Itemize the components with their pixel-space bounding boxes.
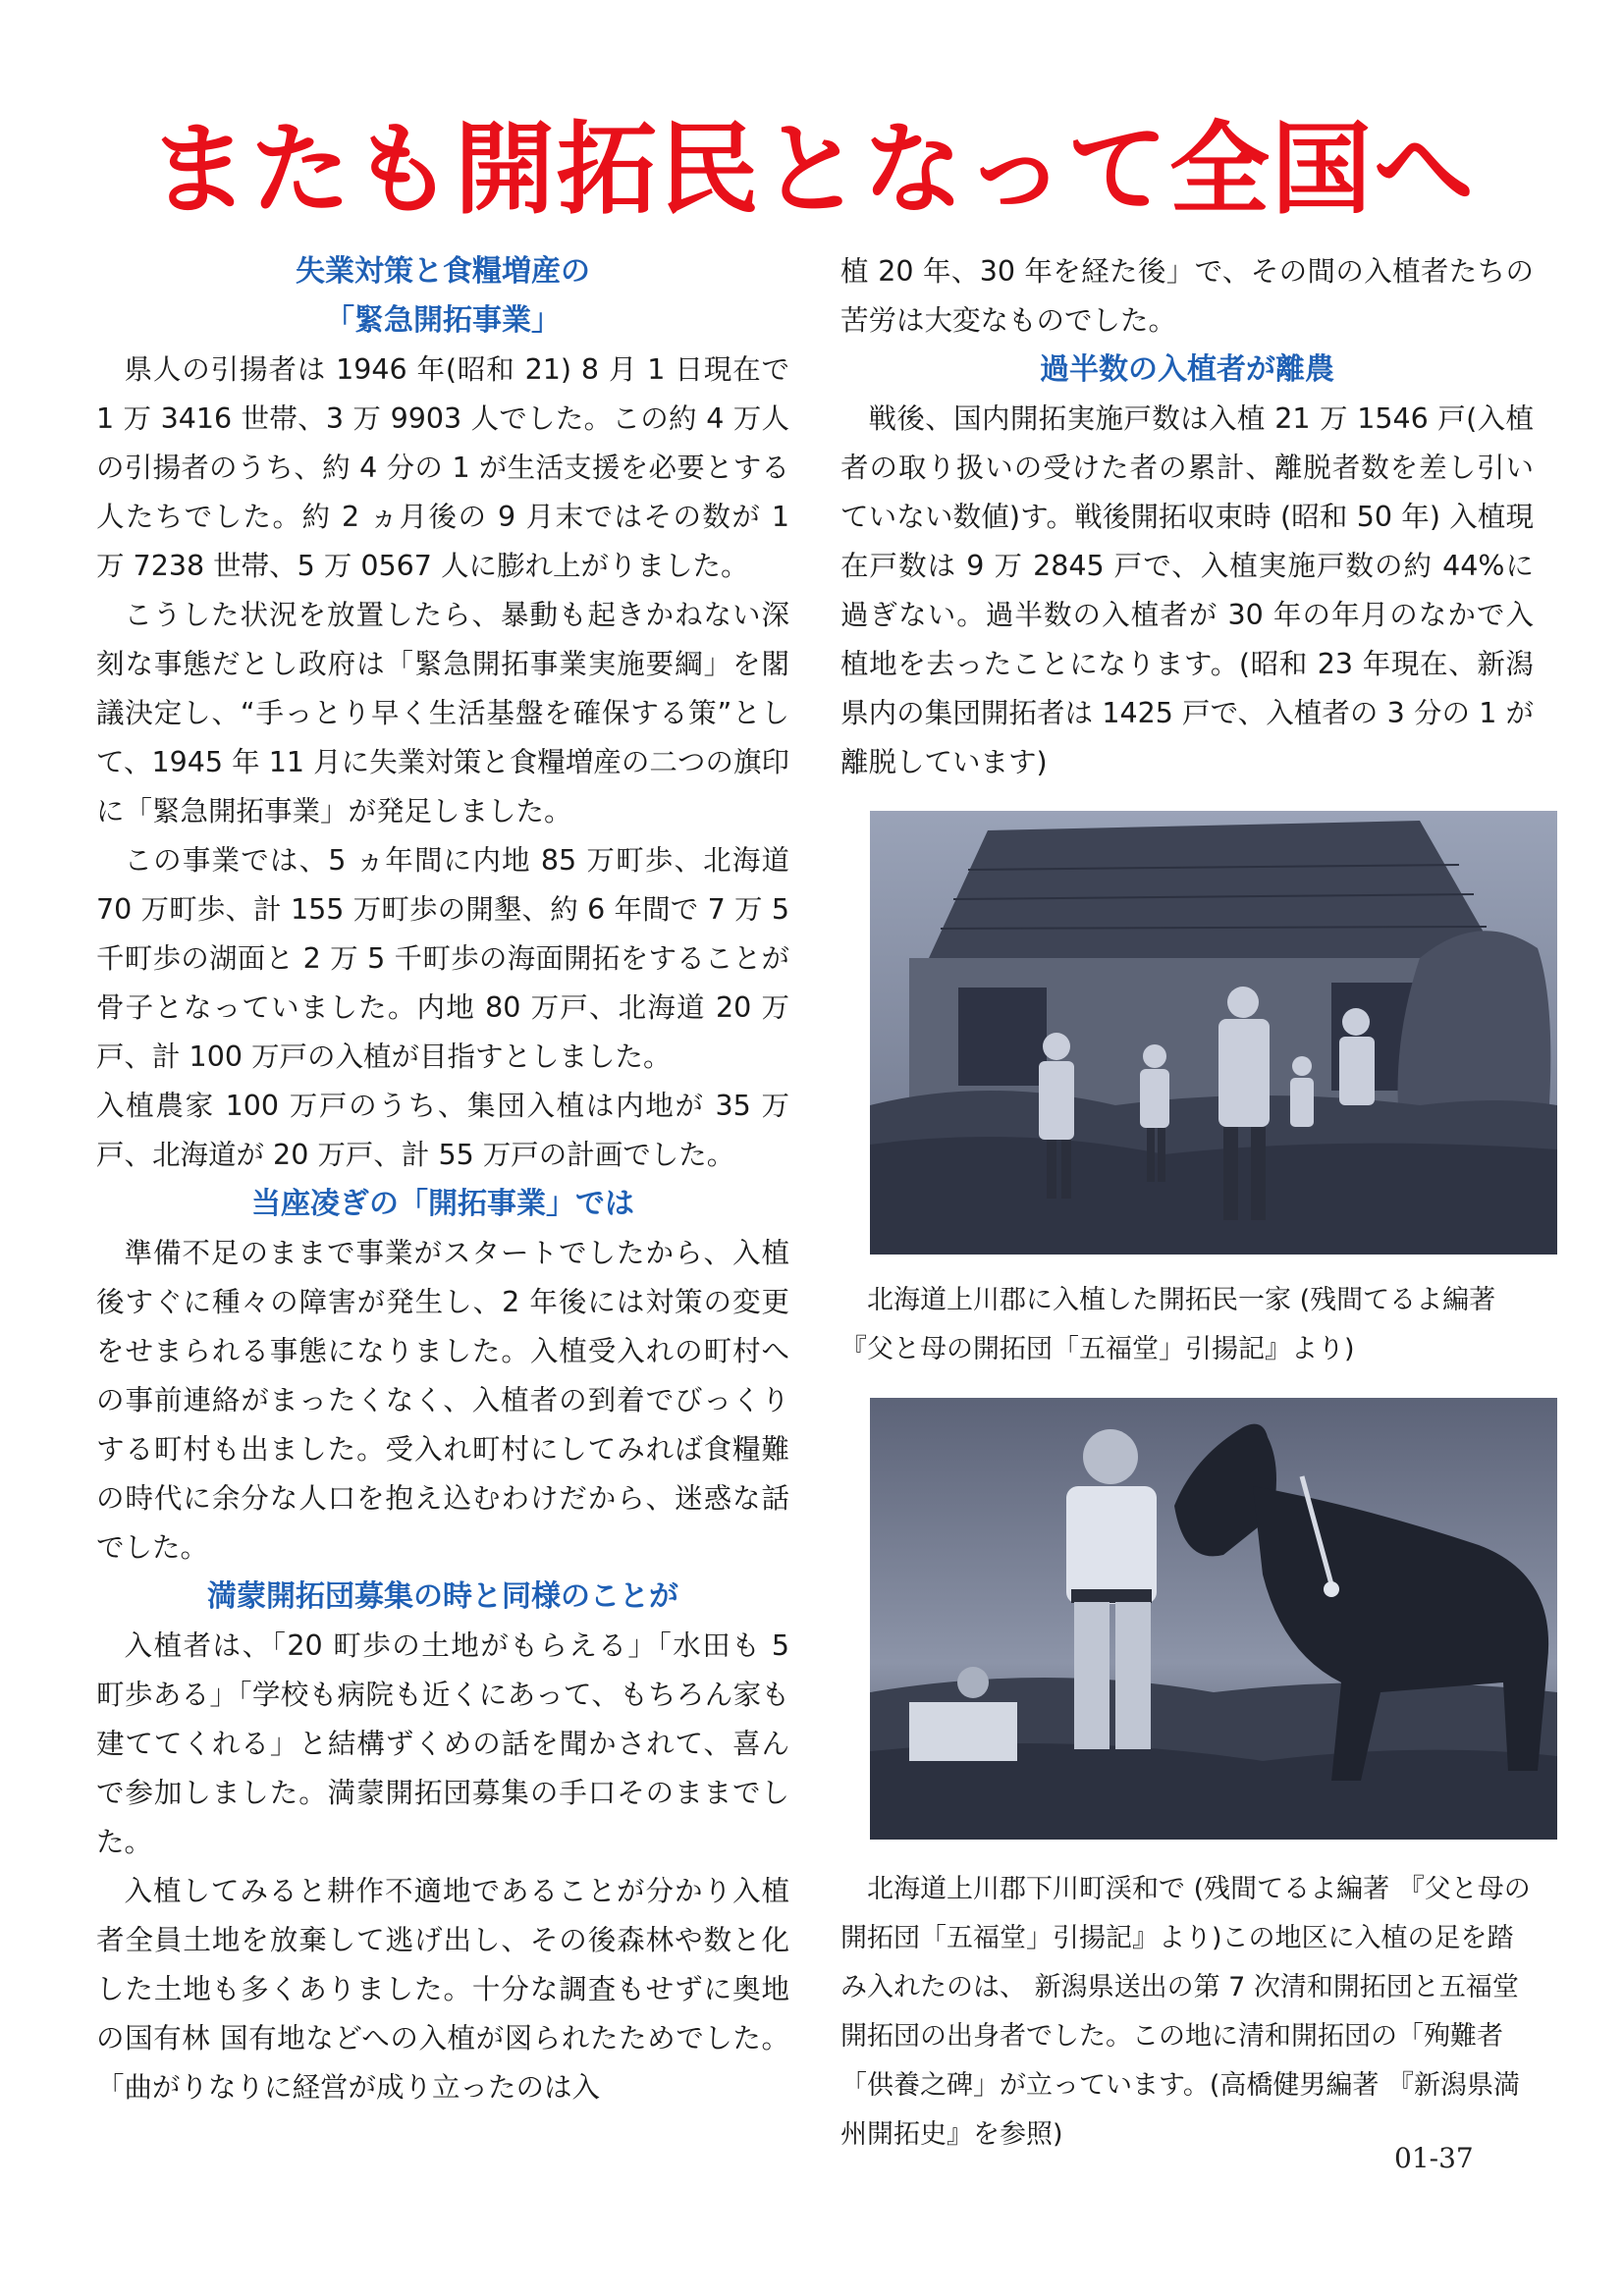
photo-man-with-horse-image <box>870 1398 1557 1840</box>
paragraph-continuation: 植 20 年、30 年を経た後」で、その間の入植者たちの苦労は大変なものでした。 <box>840 255 1534 337</box>
paragraph-repatriates: 県人の引揚者は 1946 年(昭和 21) 8 月 1 日現在で 1 万 3416 世帯、3 万 9903 人でした。この約 4 万人の引揚者のうち、約 4 分の 1 が生活支援を必要とする人たちでした。約 2 ヵ月後の 9 月末ではその数が 1 万 7238 世帯、5 万 0567 人に膨れ上がりました。 <box>96 353 789 582</box>
page-title: またも開拓民となって全国へ <box>148 112 1476 229</box>
page-number: 01-37 <box>1394 2142 1474 2174</box>
photo-settler-family-image <box>870 811 1557 1255</box>
photo-man-with-horse <box>870 1398 1557 1840</box>
left-column <box>96 247 789 2112</box>
paragraph-settlement-statistics: 戦後、国内開拓実施戸数は入植 21 万 1546 戸(入植者の取り扱いの受けた者の累計、離脱者数を差し引いていない数値)す。戦後開拓収束時 (昭和 50 年) 入植現在戸数は 9 万 2845 戸で、入植実施戸数の約 44%に過ぎない。過半数の入植者が 30 年の年月のなかで入植地を去ったことになります。(昭和 23 年現在、新潟県内の集団開拓者は 1425 戸で、入植者の 3 分の 1 が離脱しています) <box>840 402 1534 778</box>
paragraph-unprepared-start: 準備不足のままで事業がスタートでしたから、入植後すぐに種々の障害が発生し、2 年後には対策の変更をせまられる事態になりました。入植受入れの町村への事前連絡がまったくなく、入植者の到着でびっくりする町村も出ました。受入れ町村にしてみれば食糧難の時代に余分な人口を抱え込むわけだから、迷惑な話でした。 <box>96 1237 789 1564</box>
section-heading-emergency-reclamation-line2: 「緊急開拓事業」 <box>325 303 561 338</box>
right-column <box>840 247 1534 787</box>
photo-settler-family <box>870 811 1557 1255</box>
section-heading-stopgap: 当座凌ぎの「開拓事業」では <box>251 1187 634 1221</box>
paragraph-unsuitable-land: 入植してみると耕作不適地であることが分かり入植者全員土地を放棄して逃げ出し、その後森林や数と化した土地も多くありました。十分な調査もせずに奥地の国有林 国有地などへの入植が図られたためでした。「曲がりなりに経営が成り立ったのは入 <box>96 1875 789 2104</box>
section-heading-majority-left: 過半数の入植者が離農 <box>1040 352 1334 387</box>
paragraph-settler-plan: 入植農家 100 万戸のうち、集団入植は内地が 35 万戸、北海道が 20 万戸、計 55 万戸の計画でした。 <box>96 1090 789 1171</box>
paragraph-promises: 入植者は、「20 町歩の土地がもらえる」「水田も 5 町歩ある」「学校も病院も近くにあって、もちろん家も建ててくれる」と結構ずくめの話を聞かされて、喜んで参加しました。満蒙開拓団募集の手口そのままでした。 <box>96 1629 789 1858</box>
photo-caption-family: 北海道上川郡に入植した開拓民一家 (残間てるよ編著 『父と母の開拓団「五福堂」引揚記』より) <box>840 1285 1496 1364</box>
section-heading-emergency-reclamation-line1: 失業対策と食糧増産の <box>296 254 590 289</box>
section-heading-same-as-manchuria: 満蒙開拓団募集の時と同様のことが <box>207 1579 678 1614</box>
paragraph-project-scope: この事業では、5 ヵ年間に内地 85 万町歩、北海道 70 万町歩、計 155 万町歩の開墾、約 6 年間で 7 万 5 千町歩の湖面と 2 万 5 千町歩の海面開拓をすることが骨子となっていました。内地 80 万戸、北海道 20 万戸、計 100 万戸の入植が目指すとしました。 <box>96 844 789 1073</box>
photo-caption-horse: 北海道上川郡下川町渓和で (残間てるよ編著 『父と母の開拓団「五福堂」引揚記』より)この地区に入植の足を踏み入れたのは、 新潟県送出の第 7 次清和開拓団と五福堂開拓団の出身者でした。この地に清和開拓団の「殉難者「供養之碑」が立っています。(高橋健男編著 『新潟県満州開拓史』を参照) <box>840 1874 1531 2150</box>
paragraph-government-policy: こうした状況を放置したら、暴動も起きかねない深刻な事態だとし政府は「緊急開拓事業実施要綱」を閣議決定し、“手っとり早く生活基盤を確保する策”として、1945 年 11 月に失業対策と食糧増産の二つの旗印に「緊急開拓事業」が発足しました。 <box>96 599 789 828</box>
